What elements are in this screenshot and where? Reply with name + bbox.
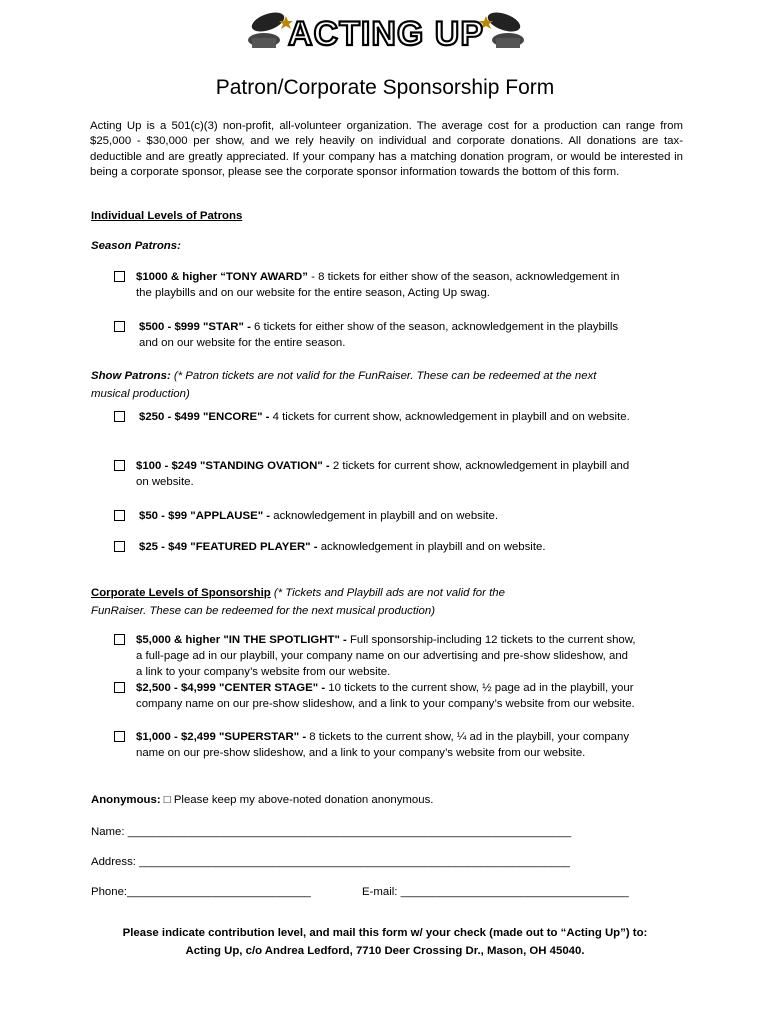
item-desc: 2 tickets for current show, acknowledgement in playbill and on website. bbox=[136, 460, 630, 488]
item-title: $1000 & higher “TONY AWARD” bbox=[136, 271, 308, 283]
mail-instructions: Please indicate contribution level, and mail this form w/ your check (made out to “Acting Up”) to: bbox=[122, 927, 648, 939]
corporate-item-in-the-spotlight bbox=[136, 632, 636, 680]
item-desc: 8 tickets to the current show, ¼ ad in the playbill, your company name on our pre-show slideshow, and a link to your company’s website from our website. bbox=[136, 731, 630, 759]
corporate-item-center-stage bbox=[136, 680, 646, 712]
checkbox-encore[interactable] bbox=[114, 411, 125, 422]
anonymous-label: Anonymous: bbox=[91, 794, 161, 806]
checkbox-in-the-spotlight[interactable] bbox=[114, 634, 125, 645]
anonymous-option[interactable]: □ Please keep my above-noted donation anonymous. bbox=[163, 794, 434, 806]
checkbox-superstar[interactable] bbox=[114, 731, 125, 742]
corporate-heading: Corporate Levels of Sponsorship bbox=[91, 587, 271, 599]
show-item-encore bbox=[139, 409, 639, 425]
item-title: $100 - $249 "STANDING OVATION" - bbox=[136, 460, 330, 472]
season-item-tony-award bbox=[136, 269, 636, 301]
mailing-address: Acting Up, c/o Andrea Ledford, 7710 Deer Crossing Dr., Mason, OH 45040. bbox=[185, 945, 585, 957]
acting-up-logo bbox=[246, 8, 526, 52]
anonymous-row[interactable] bbox=[91, 792, 433, 808]
item-title: $50 - $99 "APPLAUSE" - bbox=[139, 510, 271, 522]
show-heading-block bbox=[91, 367, 631, 403]
checkbox-standing-ovation[interactable] bbox=[114, 460, 125, 471]
item-desc: 4 tickets for current show, acknowledgement in playbill and on website. bbox=[269, 411, 630, 423]
address-field[interactable]: Address: ____________________________________________________________________ bbox=[91, 856, 570, 868]
phone-field[interactable]: Phone:_____________________________ bbox=[91, 886, 311, 898]
corporate-heading-block bbox=[91, 584, 561, 620]
individual-heading: Individual Levels of Patrons bbox=[91, 210, 243, 222]
item-title: $25 - $49 "FEATURED PLAYER" - bbox=[139, 541, 318, 553]
email-field[interactable]: E-mail: ____________________________________ bbox=[362, 886, 629, 898]
item-title: $5,000 & higher "IN THE SPOTLIGHT" - bbox=[136, 634, 347, 646]
item-title: $1,000 - $2,499 "SUPERSTAR" - bbox=[136, 731, 307, 743]
name-field[interactable]: Name: ______________________________________________________________________ bbox=[91, 826, 572, 838]
show-note: (* Patron tickets are not valid for the FunRaiser. These can be redeemed at the next musical production) bbox=[91, 370, 597, 400]
show-item-standing-ovation bbox=[136, 458, 636, 490]
item-title: $2,500 - $4,999 "CENTER STAGE" - bbox=[136, 682, 326, 694]
logo-text: ACTING UP bbox=[288, 15, 484, 52]
checkbox-applause[interactable] bbox=[114, 510, 125, 521]
item-desc: Full sponsorship-including 12 tickets to the current show, a full-page ad in our playbill, your company name on our advertising and pre-show slideshow, and a link to your company’s website from our website. bbox=[136, 634, 636, 678]
corporate-note: (* Tickets and Playbill ads are not valid for the FunRaiser. These can be redeemed for the next musical production) bbox=[91, 587, 505, 617]
show-heading: Show Patrons: bbox=[91, 370, 171, 382]
show-item-applause bbox=[139, 508, 639, 524]
corporate-item-superstar bbox=[136, 729, 636, 761]
right-mask-icon bbox=[479, 9, 524, 48]
season-item-star bbox=[139, 319, 639, 351]
intro-paragraph: Acting Up is a 501(c)(3) non-profit, all-volunteer organization. The average cost for a production can range from $25,000 - $30,000 per show, and we rely heavily on individual and corporate donations. All donations are tax-deductible and are greatly appreciated. If your company has a matching donation program, or would be interested in being a corporate sponsor, please see the corporate sponsor information towards the bottom of this form. bbox=[90, 120, 683, 179]
checkbox-tony-award[interactable] bbox=[114, 271, 125, 282]
item-desc: 10 tickets to the current show, ½ page ad in the playbill, your company name on our pre-show slideshow, and a link to your company’s website from our website. bbox=[136, 682, 635, 710]
checkbox-star[interactable] bbox=[114, 321, 125, 332]
page-title: Patron/Corporate Sponsorship Form bbox=[215, 76, 555, 99]
item-desc: 6 tickets for either show of the season, acknowledgement in the playbills and on our website for the entire season. bbox=[139, 321, 619, 349]
item-desc: acknowledgement in playbill and on website. bbox=[317, 541, 546, 553]
item-title: $250 - $499 "ENCORE" - bbox=[139, 411, 270, 423]
left-mask-icon bbox=[248, 9, 293, 48]
season-heading: Season Patrons: bbox=[91, 240, 181, 252]
show-item-featured-player bbox=[139, 539, 559, 555]
checkbox-center-stage[interactable] bbox=[114, 682, 125, 693]
item-title: $500 - $999 "STAR" - bbox=[139, 321, 251, 333]
item-desc: - 8 tickets for either show of the season, acknowledgement in the playbills and on our website for the entire season, Acting Up swag. bbox=[136, 271, 620, 299]
checkbox-featured-player[interactable] bbox=[114, 541, 125, 552]
item-desc: acknowledgement in playbill and on website. bbox=[270, 510, 499, 522]
